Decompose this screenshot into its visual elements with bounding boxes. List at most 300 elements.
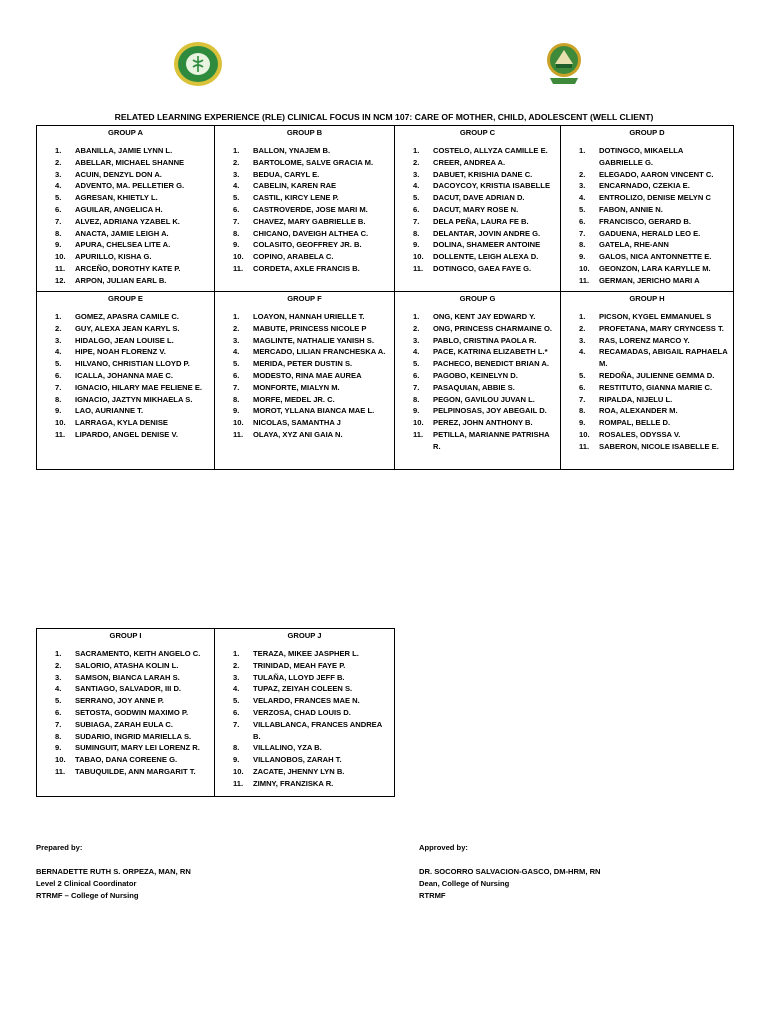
- member-number: 1.: [233, 146, 240, 155]
- member-list-item: [215, 417, 394, 429]
- member-name: SANTIAGO, SALVADOR, III D.: [75, 684, 182, 694]
- member-list-item: [215, 192, 394, 204]
- member-name: APURA, CHELSEA LITE A.: [75, 240, 171, 250]
- member-number: 11.: [55, 766, 66, 776]
- member-number: 4.: [233, 347, 240, 357]
- member-name: SERRANO, JOY ANNE P.: [75, 696, 164, 706]
- member-list-item: [37, 417, 214, 429]
- member-list-item: [561, 169, 733, 181]
- member-number: 7.: [55, 382, 62, 392]
- member-name: GERMAN, JERICHO MARI A: [599, 275, 700, 285]
- member-number: 2.: [579, 323, 586, 333]
- member-name: DOTINGCO, MIKAELLA GABRIELLE G.: [599, 146, 684, 167]
- member-list-item: [395, 239, 560, 251]
- member-list-item: [395, 405, 560, 417]
- member-name: TRINIDAD, MEAH FAYE P.: [253, 660, 346, 670]
- member-name: ROMPAL, BELLE D.: [599, 418, 671, 428]
- member-name: MERCADO, LILIAN FRANCHESKA A.: [253, 347, 386, 357]
- member-list-item: [395, 204, 560, 216]
- member-list-item: [215, 251, 394, 263]
- member-name: PICSON, KYGEL EMMANUEL S: [599, 312, 712, 321]
- member-name: MOROT, YLLANA BIANCA MAE L.: [253, 406, 375, 416]
- member-list-item: [37, 429, 214, 441]
- member-list-item: [215, 335, 394, 347]
- member-number: 2.: [579, 169, 586, 179]
- member-name: IGNACIO, JAZTYN MIKHAELA S.: [75, 394, 193, 404]
- member-number: 1.: [579, 312, 586, 321]
- member-number: 6.: [413, 370, 420, 380]
- member-number: 3.: [55, 672, 62, 682]
- member-name: DELA PEÑA, LAURA FE B.: [433, 216, 529, 226]
- member-number: 3.: [233, 335, 240, 345]
- member-name: TERAZA, MIKEE JASPHER L.: [253, 649, 359, 658]
- member-number: 3.: [55, 335, 62, 345]
- member-name: SACRAMENTO, KEITH ANGELO C.: [75, 649, 201, 658]
- member-number: 7.: [55, 719, 62, 729]
- group-f-cell: [215, 292, 395, 470]
- member-list-item: [37, 335, 214, 347]
- member-number: 6.: [579, 216, 586, 226]
- group-header: GROUP A: [107, 128, 144, 137]
- preparer-org: RTRMF – College of Nursing: [36, 891, 139, 900]
- member-number: 8.: [413, 228, 420, 238]
- member-list-item: [215, 204, 394, 216]
- group-header: GROUP B: [286, 128, 323, 137]
- member-name: VILLABLANCA, FRANCES ANDREA B.: [253, 719, 382, 741]
- member-name: CASTIL, KIRCY LENE P.: [253, 193, 339, 203]
- member-list-item: [561, 323, 733, 335]
- group-h-cell: [561, 292, 734, 470]
- group-j-cell: [215, 629, 395, 797]
- member-number: 5.: [233, 359, 240, 369]
- member-number: 6.: [233, 707, 240, 717]
- member-number: 7.: [413, 216, 420, 226]
- member-name: AGRESAN, KHIETLY L.: [75, 193, 158, 203]
- member-number: 7.: [233, 719, 240, 729]
- member-name: RIPALDA, NIJELU L.: [599, 394, 673, 404]
- member-number: 4.: [55, 181, 62, 191]
- member-name: DABUET, KRISHIA DANE C.: [433, 169, 533, 179]
- member-list-item: [561, 145, 733, 169]
- member-name: TABAO, DANA COREENE G.: [75, 755, 178, 765]
- member-list-item: [37, 216, 214, 228]
- member-list-item: [37, 766, 214, 778]
- member-name: FRANCISCO, GERARD B.: [599, 216, 691, 226]
- member-name: ENTROLIZO, DENISE MELYN C: [599, 193, 711, 203]
- member-name: VERZOSA, CHAD LOUIS D.: [253, 707, 351, 717]
- member-name: SUBIAGA, ZARAH EULA C.: [75, 719, 174, 729]
- member-name: SUMINGUIT, MARY LEI LORENZ R.: [75, 743, 200, 753]
- member-list-item: [561, 429, 733, 441]
- member-name: ENCARNADO, CZEKIA E.: [599, 181, 690, 191]
- member-number: 11.: [413, 263, 424, 273]
- member-number: 6.: [55, 707, 62, 717]
- member-number: 2.: [233, 323, 240, 333]
- member-list-item: [561, 192, 733, 204]
- member-list-item: [37, 648, 214, 660]
- member-list-item: [215, 766, 394, 778]
- member-list-item: [561, 346, 733, 370]
- member-list-item: [37, 192, 214, 204]
- member-list-item: [37, 275, 214, 287]
- member-name: PELPINOSAS, JOY ABEGAIL D.: [433, 406, 547, 416]
- member-list-item: [561, 311, 733, 323]
- member-list-item: [37, 323, 214, 335]
- member-list-item: [395, 311, 560, 323]
- member-list-item: [37, 204, 214, 216]
- member-number: 3.: [413, 169, 420, 179]
- member-list-item: [37, 719, 214, 731]
- group-b-cell: [215, 126, 395, 292]
- member-list-item: [215, 169, 394, 181]
- member-name: DACUT, DAVE ADRIAN D.: [433, 193, 525, 203]
- member-list-item: [37, 683, 214, 695]
- member-number: 4.: [579, 347, 586, 357]
- member-list-item: [215, 323, 394, 335]
- member-list-item: [215, 216, 394, 228]
- member-list-item: [37, 358, 214, 370]
- member-name: ACUIN, DENZYL DON A.: [75, 169, 162, 179]
- member-name: MAGLINTE, NATHALIE YANISH S.: [253, 335, 374, 345]
- member-name: ARPON, JULIAN EARL B.: [75, 275, 167, 285]
- member-number: 3.: [579, 335, 586, 345]
- member-name: DOLLENTE, LEIGH ALEXA D.: [433, 252, 539, 262]
- member-list-item: [37, 263, 214, 275]
- member-name: HIDALGO, JEAN LOUISE L.: [75, 335, 174, 345]
- member-list-item: [215, 672, 394, 684]
- member-list-item: [395, 263, 560, 275]
- member-list-item: [561, 216, 733, 228]
- member-name: ICALLA, JOHANNA MAE C.: [75, 370, 174, 380]
- member-number: 5.: [579, 370, 586, 380]
- member-list-item: [215, 742, 394, 754]
- member-list-item: [215, 145, 394, 157]
- member-name: GADUENA, HERALD LEO E.: [599, 228, 701, 238]
- document-title: RELATED LEARNING EXPERIENCE (RLE) CLINICAL FOCUS IN NCM 107: CARE OF MOTHER, CHILD, ADOLESCENT (WELL CLIENT): [114, 112, 654, 122]
- member-list-item: [395, 192, 560, 204]
- member-name: LOAYON, HANNAH URIELLE T.: [253, 312, 365, 321]
- member-list-item: [215, 429, 394, 441]
- member-list-item: [561, 405, 733, 417]
- member-list-item: [215, 707, 394, 719]
- member-number: 3.: [233, 169, 240, 179]
- member-name: DOLINA, SHAMEER ANTOINE: [433, 240, 541, 250]
- member-number: 4.: [233, 684, 240, 694]
- member-number: 9.: [55, 743, 62, 753]
- member-number: 11.: [233, 429, 244, 439]
- group-header: GROUP H: [629, 294, 665, 303]
- member-list-item: [37, 707, 214, 719]
- member-list-item: [37, 145, 214, 157]
- member-number: 1.: [413, 312, 420, 321]
- member-name: ARCEÑO, DOROTHY KATE P.: [75, 263, 181, 273]
- member-list-item: [395, 228, 560, 240]
- member-number: 1.: [55, 312, 62, 321]
- member-number: 5.: [55, 359, 62, 369]
- member-list-item: [215, 311, 394, 323]
- member-list-item: [561, 239, 733, 251]
- member-number: 3.: [413, 335, 420, 345]
- member-number: 2.: [413, 157, 420, 167]
- member-name: MABUTE, PRINCESS NICOLE P: [253, 323, 367, 333]
- member-number: 12.: [55, 275, 66, 285]
- member-number: 8.: [579, 240, 586, 250]
- group-e-cell: [37, 292, 215, 470]
- member-name: ONG, PRINCESS CHARMAINE O.: [433, 323, 552, 333]
- member-number: 7.: [579, 394, 586, 404]
- member-list-item: [37, 731, 214, 743]
- member-list-item: [37, 660, 214, 672]
- member-number: 4.: [233, 181, 240, 191]
- member-name: PABLO, CRISTINA PAOLA R.: [433, 335, 537, 345]
- group-a-cell: [37, 126, 215, 292]
- member-list-item: [395, 346, 560, 358]
- member-name: AGUILAR, ANGELICA H.: [75, 204, 163, 214]
- member-name: PEREZ, JOHN ANTHONY B.: [433, 418, 533, 428]
- member-number: 11.: [413, 429, 424, 439]
- member-number: 8.: [233, 394, 240, 404]
- member-name: VELARDO, FRANCES MAE N.: [253, 696, 360, 706]
- member-list-item: [561, 370, 733, 382]
- member-name: LIPARDO, ANGEL DENISE V.: [75, 429, 178, 439]
- member-name: IGNACIO, HILARY MAE FELIENE E.: [75, 382, 202, 392]
- member-name: ABANILLA, JAMIE LYNN L.: [75, 146, 173, 155]
- member-number: 8.: [413, 394, 420, 404]
- member-name: PEGON, GAVILOU JUVAN L.: [433, 394, 535, 404]
- member-number: 10.: [579, 263, 590, 273]
- member-list-item: [395, 394, 560, 406]
- member-name: PACE, KATRINA ELIZABETH L.*: [433, 347, 548, 357]
- member-number: 5.: [233, 696, 240, 706]
- member-number: 6.: [579, 382, 586, 392]
- member-number: 9.: [233, 755, 240, 765]
- member-list-item: [37, 405, 214, 417]
- member-number: 4.: [413, 181, 420, 191]
- member-number: 1.: [233, 312, 240, 321]
- member-list-item: [395, 358, 560, 370]
- member-number: 1.: [233, 649, 240, 658]
- member-number: 1.: [55, 146, 62, 155]
- member-number: 1.: [55, 649, 62, 658]
- member-list-item: [37, 228, 214, 240]
- member-list-item: [37, 180, 214, 192]
- member-list-item: [395, 370, 560, 382]
- member-list-item: [215, 228, 394, 240]
- member-name: DACOYCOY, KRISTIA ISABELLE: [433, 181, 551, 191]
- member-number: 10.: [233, 418, 244, 428]
- member-list-item: [215, 382, 394, 394]
- member-number: 5.: [55, 193, 62, 203]
- approved-by-block: [419, 842, 601, 902]
- member-number: 10.: [233, 766, 244, 776]
- member-list-item: [37, 251, 214, 263]
- member-number: 7.: [233, 216, 240, 226]
- member-list-item: [37, 695, 214, 707]
- group-header: GROUP F: [287, 294, 322, 303]
- member-list-item: [37, 239, 214, 251]
- member-name: GEONZON, LARA KARYLLE M.: [599, 263, 711, 273]
- member-number: 4.: [55, 347, 62, 357]
- group-header: GROUP I: [109, 631, 142, 640]
- member-name: FABON, ANNIE N.: [599, 204, 663, 214]
- member-list-item: [215, 239, 394, 251]
- member-name: GUY, ALEXA JEAN KARYL S.: [75, 323, 180, 333]
- member-list-item: [37, 157, 214, 169]
- member-number: 9.: [55, 240, 62, 250]
- member-name: MONFORTE, MIALYN M.: [253, 382, 340, 392]
- group-d-cell: [561, 126, 734, 292]
- member-name: BARTOLOME, SALVE GRACIA M.: [253, 157, 374, 167]
- member-name: CREER, ANDREA A.: [433, 157, 506, 167]
- member-name: GATELA, RHE-ANN: [599, 240, 669, 250]
- member-list-item: [395, 417, 560, 429]
- member-name: COSTELO, ALLYZA CAMILLE E.: [433, 146, 548, 155]
- member-name: PROFETANA, MARY CRYNCESS T.: [599, 323, 724, 333]
- member-list-item: [215, 394, 394, 406]
- member-number: 5.: [579, 204, 586, 214]
- approver-org: RTRMF: [419, 891, 446, 900]
- member-list-item: [395, 323, 560, 335]
- member-list-item: [395, 429, 560, 453]
- member-list-item: [395, 169, 560, 181]
- member-list-item: [395, 145, 560, 157]
- member-number: 9.: [579, 418, 586, 428]
- group-header: GROUP J: [287, 631, 322, 640]
- member-list-item: [215, 358, 394, 370]
- member-name: APURILLO, KISHA G.: [75, 252, 152, 262]
- member-name: CABELIN, KAREN RAE: [253, 181, 337, 191]
- member-list-item: [215, 263, 394, 275]
- member-name: MODESTO, RINA MAE AUREA: [253, 370, 362, 380]
- member-list-item: [215, 660, 394, 672]
- member-name: PASAQUIAN, ABBIE S.: [433, 382, 515, 392]
- member-number: 11.: [579, 275, 590, 285]
- member-name: ZIMNY, FRANZISKA R.: [253, 778, 334, 788]
- member-name: BEDUA, CARYL E.: [253, 169, 320, 179]
- member-list-item: [215, 683, 394, 695]
- member-number: 6.: [413, 204, 420, 214]
- member-name: DACUT, MARY ROSE N.: [433, 204, 519, 214]
- groups-table-i-j: [36, 628, 395, 797]
- member-number: 11.: [55, 263, 66, 273]
- member-number: 2.: [233, 157, 240, 167]
- member-number: 2.: [233, 660, 240, 670]
- member-name: CASTROVERDE, JOSE MARI M.: [253, 204, 368, 214]
- member-name: MORFE, MEDEL JR. C.: [253, 394, 335, 404]
- prepared-by-label: Prepared by:: [36, 843, 83, 852]
- member-name: RECAMADAS, ABIGAIL RAPHAELA M.: [599, 347, 728, 369]
- member-number: 11.: [233, 778, 244, 788]
- member-name: VILLANOBOS, ZARAH T.: [253, 755, 342, 765]
- member-name: REDOÑA, JULIENNE GEMMA D.: [599, 370, 715, 380]
- member-number: 8.: [55, 731, 62, 741]
- group-header: GROUP C: [459, 128, 496, 137]
- member-list-item: [561, 417, 733, 429]
- member-number: 4.: [55, 684, 62, 694]
- member-name: LAO, AURIANNE T.: [75, 406, 144, 416]
- group-header: GROUP E: [108, 294, 143, 303]
- member-number: 6.: [233, 204, 240, 214]
- member-name: TABUQUILDE, ANN MARGARIT T.: [75, 766, 196, 776]
- member-number: 5.: [413, 193, 420, 203]
- member-name: GOMEZ, APASRA CAMILE C.: [75, 312, 179, 321]
- member-number: 11.: [233, 263, 244, 273]
- member-list-item: [395, 251, 560, 263]
- member-number: 3.: [579, 181, 586, 191]
- member-list-item: [37, 346, 214, 358]
- member-name: PACHECO, BENEDICT BRIAN A.: [433, 359, 550, 369]
- approver-position: Dean, College of Nursing: [419, 879, 510, 888]
- member-list-item: [561, 394, 733, 406]
- member-name: PAGOBO, KEINELYN D.: [433, 370, 518, 380]
- member-name: COLASITO, GEOFFREY JR. B.: [253, 240, 362, 250]
- member-number: 8.: [233, 228, 240, 238]
- member-number: 9.: [413, 240, 420, 250]
- member-list-item: [215, 370, 394, 382]
- member-number: 8.: [55, 228, 62, 238]
- member-name: ALVEZ, ADRIANA YZABEL K.: [75, 216, 180, 226]
- member-name: HIPE, NOAH FLORENZ V.: [75, 347, 166, 357]
- preparer-name: BERNADETTE RUTH S. ORPEZA, MAN, RN: [36, 867, 191, 876]
- member-list-item: [215, 180, 394, 192]
- approver-name: DR. SOCORRO SALVACION-GASCO, DM-HRM, RN: [419, 867, 601, 876]
- member-list-item: [215, 695, 394, 707]
- member-number: 2.: [413, 323, 420, 333]
- member-number: 3.: [55, 169, 62, 179]
- member-list-item: [561, 204, 733, 216]
- member-list-item: [561, 251, 733, 263]
- member-list-item: [395, 216, 560, 228]
- member-list-item: [561, 382, 733, 394]
- member-list-item: [37, 311, 214, 323]
- member-number: 6.: [55, 370, 62, 380]
- member-number: 11.: [579, 441, 590, 451]
- member-list-item: [215, 648, 394, 660]
- member-name: COPINO, ARABELA C.: [253, 252, 334, 262]
- member-name: LARRAGA, KYLA DENISE: [75, 418, 168, 428]
- member-number: 9.: [579, 252, 586, 262]
- member-number: 5.: [413, 359, 420, 369]
- member-name: CORDETA, AXLE FRANCIS B.: [253, 263, 360, 273]
- member-list-item: [561, 441, 733, 453]
- member-number: 9.: [413, 406, 420, 416]
- member-name: ZACATE, JHENNY LYN B.: [253, 766, 345, 776]
- member-name: DOTINGCO, GAEA FAYE G.: [433, 263, 532, 273]
- member-list-item: [37, 754, 214, 766]
- member-number: 5.: [233, 193, 240, 203]
- member-number: 9.: [55, 406, 62, 416]
- member-number: 2.: [55, 323, 62, 333]
- member-number: 9.: [233, 406, 240, 416]
- member-number: 10.: [55, 418, 66, 428]
- member-name: SETOSTA, GODWIN MAXIMO P.: [75, 707, 189, 717]
- member-name: BALLON, YNAJEM B.: [253, 146, 331, 155]
- member-list-item: [395, 382, 560, 394]
- member-number: 8.: [55, 394, 62, 404]
- group-i-cell: [37, 629, 215, 797]
- member-list-item: [37, 672, 214, 684]
- member-number: 5.: [55, 696, 62, 706]
- member-number: 7.: [55, 216, 62, 226]
- member-number: 7.: [233, 382, 240, 392]
- member-number: 10.: [55, 252, 66, 262]
- member-list-item: [561, 228, 733, 240]
- member-number: 3.: [233, 672, 240, 682]
- member-list-item: [395, 335, 560, 347]
- member-number: 11.: [55, 429, 66, 439]
- group-g-cell: [395, 292, 561, 470]
- member-name: MERIDA, PETER DUSTIN S.: [253, 359, 353, 369]
